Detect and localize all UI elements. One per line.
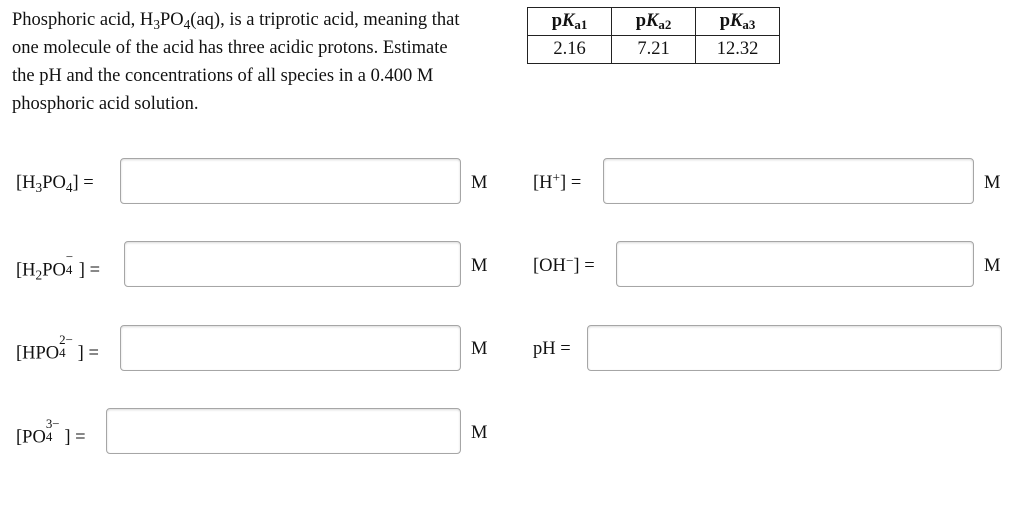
problem-line-3: the pH and the concentrations of all species in a 0.400 M [12, 66, 434, 86]
problem-line-1: Phosphoric acid, $H_3PO_4(aq)$, is a triprotic acid, meaning that [12, 10, 460, 32]
pka2-value: 7.21 [612, 36, 696, 64]
ph-label: pH = [533, 339, 571, 359]
h2po4-label: [$H_2PO$ − 4 ] = [16, 249, 101, 283]
po4-input[interactable] [106, 408, 461, 454]
hpo4-input[interactable] [120, 325, 461, 371]
h-plus-label: [H+] = [533, 170, 582, 193]
oh-unit: M [984, 256, 1001, 276]
h3po4-unit: M [471, 173, 488, 193]
pka2-header: $pK_{a2}$ [612, 8, 696, 36]
oh-input[interactable] [616, 241, 974, 287]
problem-line-4: phosphoric acid solution. [12, 94, 199, 114]
h2po4-input[interactable] [124, 241, 461, 287]
pka-value-row [528, 36, 780, 64]
h3po4-label: $[H_3PO_4]$ = [16, 173, 94, 195]
problem-line-2: one molecule of the acid has three acidic protons. Estimate [12, 38, 448, 58]
po4-label: [PO 3− 4 ] = [16, 416, 86, 448]
pka-header-row [528, 8, 780, 36]
pka1-header: $pK_{a1}$ [528, 8, 612, 36]
pka3-header: $pK_{a3}$ [696, 8, 780, 36]
hpo4-label: [HPO 2− 4 ] = [16, 332, 99, 364]
problem-statement [12, 6, 512, 118]
h-plus-input[interactable] [603, 158, 974, 204]
oh-label: [OH−] = [533, 253, 595, 276]
po4-unit: M [471, 423, 488, 443]
pka-table [527, 7, 780, 64]
h3po4-input[interactable] [120, 158, 461, 204]
h-plus-unit: M [984, 173, 1001, 193]
h2po4-unit: M [471, 256, 488, 276]
ph-input[interactable] [587, 325, 1002, 371]
pka3-value: 12.32 [696, 36, 780, 64]
hpo4-unit: M [471, 339, 488, 359]
pka1-value: 2.16 [528, 36, 612, 64]
